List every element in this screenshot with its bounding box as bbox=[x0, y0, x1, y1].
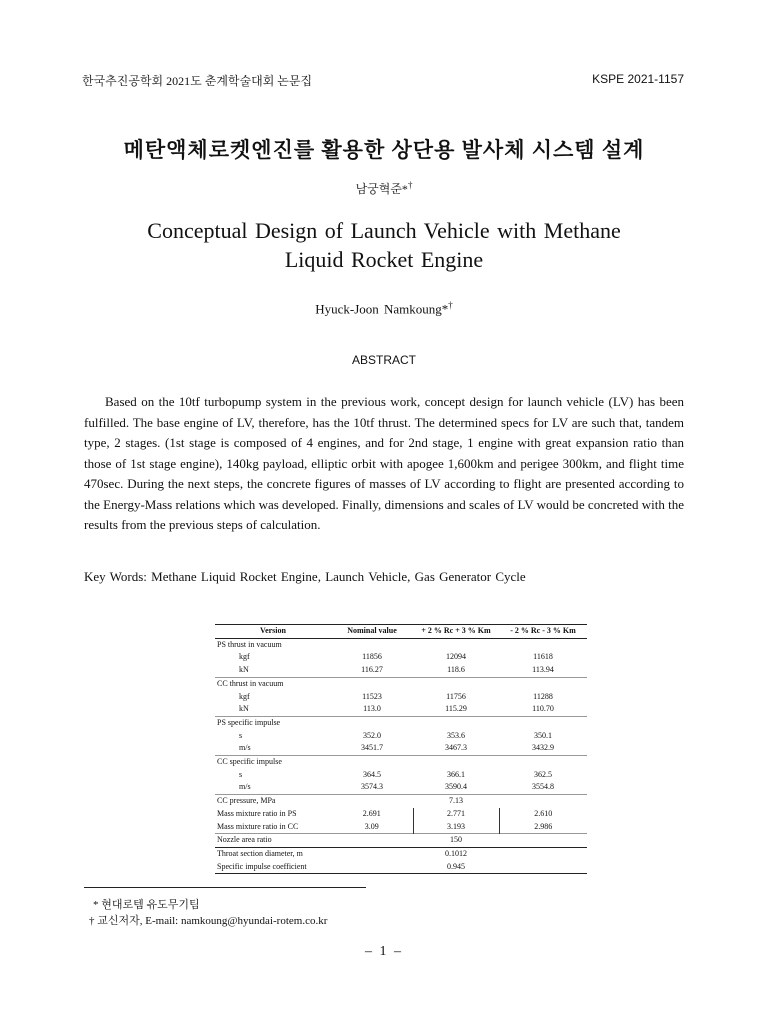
cell-a bbox=[413, 677, 499, 690]
row-label: kgf bbox=[239, 652, 250, 662]
running-header-left: 한국추진공학회 2021도 춘계학술대회 논문집 bbox=[82, 74, 313, 88]
cell-a bbox=[413, 756, 499, 769]
cell-b: 11618 bbox=[533, 652, 553, 662]
cell-nom: 3451.7 bbox=[361, 743, 383, 753]
title-english bbox=[0, 216, 768, 274]
cell-b: 3432.9 bbox=[532, 743, 554, 753]
cell-b: 362.5 bbox=[534, 769, 552, 779]
author-english-name: Hyuck-Joon Namkoung* bbox=[315, 301, 449, 317]
table-row bbox=[215, 781, 587, 794]
cell-empty bbox=[331, 861, 413, 874]
cell-nom bbox=[331, 638, 413, 651]
corresponding-mark: † bbox=[407, 180, 413, 190]
footnote-affiliation-text: 현대로템 유도무기팀 bbox=[101, 899, 200, 911]
footnote-divider bbox=[84, 887, 366, 888]
header-plus: + 2 % Rc + 3 % Km bbox=[413, 625, 499, 639]
row-label: kN bbox=[239, 704, 249, 714]
cell-nom bbox=[331, 677, 413, 690]
row-label: Mass mixture ratio in PS bbox=[217, 808, 297, 818]
row-label: CC pressure, MPa bbox=[215, 795, 331, 808]
cell-b: 3554.8 bbox=[532, 782, 554, 792]
cell-nom: 116.27 bbox=[361, 665, 383, 675]
cell-b: 113.94 bbox=[532, 665, 554, 675]
cell-nom bbox=[331, 756, 413, 769]
author-english bbox=[0, 300, 768, 317]
row-label: Throat section diameter, m bbox=[215, 847, 331, 860]
cell-b: 110.70 bbox=[532, 704, 554, 714]
title-english-line-1: Conceptual Design of Launch Vehicle with Methane bbox=[147, 218, 621, 243]
row-label: PS specific impulse bbox=[215, 716, 331, 729]
cell-b: 2.986 bbox=[534, 821, 553, 831]
cell-value: 0.945 bbox=[413, 861, 499, 874]
table-row bbox=[215, 638, 587, 651]
running-header-right: KSPE 2021-1157 bbox=[592, 72, 684, 86]
cell-a: 3590.4 bbox=[445, 782, 467, 792]
cell-nom: 2.691 bbox=[362, 808, 381, 818]
cell-a: 366.1 bbox=[447, 769, 465, 779]
row-label: Nozzle area ratio bbox=[215, 834, 331, 848]
author-korean-name: 남궁혁준* bbox=[355, 182, 408, 196]
table-row bbox=[215, 808, 587, 821]
row-label: CC thrust in vacuum bbox=[215, 677, 331, 690]
table-row bbox=[215, 847, 587, 860]
cell-a: 2.771 bbox=[413, 808, 499, 821]
cell-b: 350.1 bbox=[534, 730, 552, 740]
footnote-mark: * bbox=[93, 899, 99, 911]
footnote-corresponding-text: 교신저자, E-mail: namkoung@hyundai-rotem.co.kr bbox=[97, 915, 328, 927]
table-row bbox=[215, 756, 587, 769]
cell-empty bbox=[331, 847, 413, 860]
table-row bbox=[215, 821, 587, 834]
table-row bbox=[215, 651, 587, 664]
cell-nom: 352.0 bbox=[363, 730, 381, 740]
table-row bbox=[215, 730, 587, 743]
table-row bbox=[215, 769, 587, 782]
cell-empty bbox=[499, 834, 587, 848]
cell-b bbox=[499, 716, 587, 729]
cell-nom: 11856 bbox=[362, 652, 382, 662]
header-nominal: Nominal value bbox=[331, 625, 413, 639]
cell-nom: 113.0 bbox=[363, 704, 381, 714]
specs-table-container bbox=[215, 624, 587, 874]
row-label: m/s bbox=[239, 743, 251, 753]
cell-a: 353.6 bbox=[447, 730, 465, 740]
cell-a: 3.193 bbox=[413, 821, 499, 834]
row-label: PS thrust in vacuum bbox=[215, 638, 331, 651]
row-label: Mass mixture ratio in CC bbox=[217, 821, 299, 831]
cell-b bbox=[499, 677, 587, 690]
table-row bbox=[215, 795, 587, 808]
cell-a: 11756 bbox=[446, 691, 466, 701]
table-body bbox=[215, 638, 587, 874]
cell-nom bbox=[331, 716, 413, 729]
cell-a: 3467.3 bbox=[445, 743, 467, 753]
cell-empty bbox=[331, 795, 413, 808]
cell-a: 118.6 bbox=[447, 665, 465, 675]
cell-empty bbox=[499, 861, 587, 874]
corresponding-mark: † bbox=[448, 300, 453, 310]
header-minus: - 2 % Rc - 3 % Km bbox=[499, 625, 587, 639]
cell-b: 2.610 bbox=[534, 808, 553, 818]
table-row bbox=[215, 664, 587, 677]
cell-a: 115.29 bbox=[445, 704, 467, 714]
table-row bbox=[215, 742, 587, 755]
row-label: m/s bbox=[239, 782, 251, 792]
cell-b: 11288 bbox=[533, 691, 553, 701]
row-label: kgf bbox=[239, 691, 250, 701]
table-row bbox=[215, 716, 587, 729]
row-label: CC specific impulse bbox=[215, 756, 331, 769]
abstract-body: Based on the 10tf turbopump system in the previous work, concept design for launch vehicle (LV) has been fulfilled. The base engine of LV, therefore, has the 10tf thrust. The determined specs for LV are such that, tandem type, 2 stages. (1st stage is composed of 4 engines, and for 2nd stage, 1 engine with great expansion ratio than those of 1st stage engine), 140kg payload, elliptic orbit with apogee 1,600km and perigee 300km, and flight time 470sec. During the next steps, the concrete figures of masses of LV according to flight are presented according to the Energy-Mass relations which was developed. Finally, dimensions and scales of LV would be concreted with the results from the previous steps of calculation. bbox=[84, 394, 684, 532]
cell-value: 7.13 bbox=[413, 795, 499, 808]
table-row bbox=[215, 691, 587, 704]
table-header-row bbox=[215, 625, 587, 639]
cell-nom: 11523 bbox=[362, 691, 382, 701]
cell-a: 12094 bbox=[446, 652, 466, 662]
footnote-affiliation bbox=[93, 896, 200, 912]
footnote-mark: † bbox=[89, 915, 95, 927]
table-row bbox=[215, 677, 587, 690]
row-label: Specific impulse coefficient bbox=[215, 861, 331, 874]
engine-specs-table bbox=[215, 624, 587, 874]
row-label: s bbox=[239, 730, 243, 740]
title-english-line-2: Liquid Rocket Engine bbox=[284, 247, 484, 272]
author-korean bbox=[0, 180, 768, 197]
header-version: Version bbox=[215, 625, 331, 639]
cell-nom: 3574.3 bbox=[361, 782, 383, 792]
cell-a bbox=[413, 716, 499, 729]
cell-b bbox=[499, 638, 587, 651]
cell-value: 150 bbox=[413, 834, 499, 848]
table-row bbox=[215, 861, 587, 874]
title-korean: 메탄액체로켓엔진를 활용한 상단용 발사체 시스템 설계 bbox=[123, 138, 645, 162]
cell-b bbox=[499, 756, 587, 769]
cell-nom: 364.5 bbox=[363, 769, 381, 779]
table-row bbox=[215, 703, 587, 716]
cell-nom: 3.09 bbox=[364, 821, 379, 831]
cell-value: 0.1012 bbox=[413, 847, 499, 860]
row-label: kN bbox=[239, 665, 249, 675]
cell-a bbox=[413, 638, 499, 651]
cell-empty bbox=[331, 834, 413, 848]
keywords: Key Words: Methane Liquid Rocket Engine, Launch Vehicle, Gas Generator Cycle bbox=[84, 569, 526, 584]
page-number: – 1 – bbox=[365, 944, 403, 959]
footnote-corresponding bbox=[89, 912, 327, 928]
cell-empty bbox=[499, 847, 587, 860]
cell-empty bbox=[499, 795, 587, 808]
abstract-heading: ABSTRACT bbox=[351, 353, 416, 367]
table-row bbox=[215, 834, 587, 848]
row-label: s bbox=[239, 769, 243, 779]
